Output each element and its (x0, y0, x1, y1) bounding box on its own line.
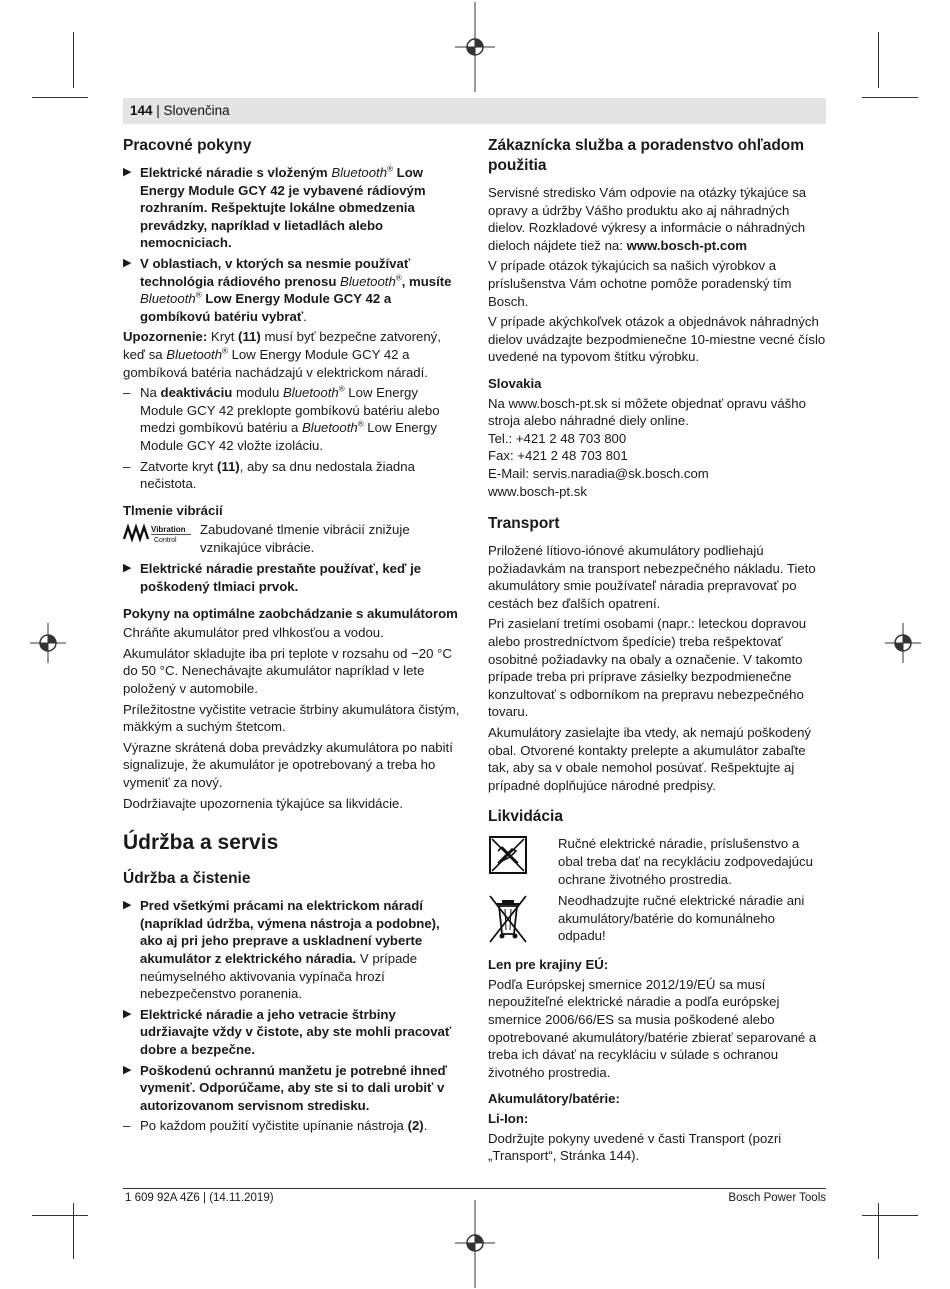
phone-number: Tel.: +421 2 48 703 800 (488, 430, 627, 446)
paragraph: Pri zasielaní tretími osobami (napr.: leteckou dopravou alebo prostredníctvom špedície) treba rešpektovať osobitné požiadavky na obaly a označenie. V takomto prípade treba pri príprave zásielky bezpodmienečne konzultovať s odborníkom na prepravu nebezpečného tovaru. (488, 616, 807, 720)
paragraph: Priložené lítiovo-iónové akumulátory podliehajú požiadavkám na transport nebezpečného nákladu. Tieto akumulátory smie používateľ náradia prepravovať po cestách bez ďalších opatrení. (488, 543, 816, 611)
paragraph: V prípade akýchkoľvek otázok a objednávok náhradných dielov uvádzajte bezpodmienečne 10-miestne vecné číslo uvedené na typovom štítku výrobku. (488, 314, 826, 365)
bullet-item: ▶ Elektrické náradie s vloženým Bluetooth® Low Energy Module GCY 42 je vybavené rádiovým rozhraním. Rešpektujte lokálne obmedzenia prevádzky, napríklad v lietadlách alebo nemocniciach. (123, 164, 426, 251)
dash-item: – Zatvorte kryt (11), aby sa dnu nedostala žiadna nečistota. (123, 458, 415, 492)
crossed-bin-icon (488, 892, 534, 946)
subsection-title: Akumulátory/batérie: (488, 1091, 620, 1107)
footer-doc-number: 1 609 92A 4Z6 | (14.11.2019) (125, 1192, 274, 1204)
chapter-title: Údržba a servis (123, 831, 279, 855)
email-address[interactable]: E-Mail: servis.naradia@sk.bosch.com (488, 465, 709, 481)
paragraph: Výrazne skrátená doba prevádzky akumulátora po nabití signalizuje, že akumulátor je opotrebovaný a treba ho vymeniť za nový. (123, 739, 453, 790)
recycling-text: Ručné elektrické náradie, príslušenstvo a obal treba dať na recykláciu zodpovedajúcu ochrane životného prostredia. (558, 836, 813, 887)
paragraph: Dodržujte pokyny uvedené v časti Transport (pozri „Transport“, Stránka 144). (488, 1130, 782, 1164)
section-title: Údržba a čistenie (123, 870, 251, 888)
vibration-text: Zabudované tlmenie vibrácií znižuje vznikajúce vibrácie. (200, 522, 410, 555)
website-link[interactable]: www.bosch-pt.sk (488, 483, 587, 499)
crop-mark (862, 97, 918, 98)
crop-mark (878, 32, 879, 88)
warning-paragraph: Upozornenie: Kryt (11) musí byť bezpečne zatvorený, keď sa Bluetooth® Low Energy Module GCY 42 a gombíková batéria nachádzajú v elektrickom náradí. (123, 329, 441, 380)
paragraph: Akumulátor skladujte iba pri teplote v rozsahu od −20 °C do 50 °C. Nenechávajte akumulátor napríklad v lete položený v automobile. (123, 645, 452, 697)
weee-text: Neodhadzujte ručné elektrické náradie ani akumulátory/batérie do komunálneho odpadu! (558, 893, 805, 944)
paragraph: Servisné stredisko Vám odpovie na otázky týkajúce sa opravy a údržby Vášho produktu ako aj náhradných dielov. Rozkladové výkresy a informácie o náhradných dieloch nájdete tiež na: www.bosch-pt.com (488, 185, 807, 253)
subsection-title: Pokyny na optimálne zaobchádzanie s akumulátorom (123, 605, 458, 621)
arrow-bullet-icon: ▶ (123, 899, 132, 912)
crop-mark (862, 1215, 918, 1216)
section-title: Pracovné pokyny (123, 137, 252, 154)
subsection-title: Slovakia (488, 375, 542, 391)
crop-mark (73, 32, 74, 88)
svg-text:Vibration: Vibration (151, 525, 186, 535)
right-column (488, 136, 826, 1168)
registration-mark-icon (30, 623, 66, 663)
crop-mark (878, 1203, 879, 1259)
section-title: Zákaznícka služba a poradenstvo ohľadom použitia (488, 137, 805, 174)
crop-mark (32, 97, 88, 98)
dash-item: – Na deaktiváciu modulu Bluetooth® Low Energy Module GCY 42 preklopte gombíkovú batériu alebo medzi gombíkovú batériu a Bluetooth® Low Energy Module GCY 42 vložte izoláciu. (123, 384, 440, 453)
paragraph: V prípade otázok týkajúcich sa našich výrobkov a príslušenstva Vám ochotne pomôže poradenský tím Bosch. (488, 258, 792, 309)
subsection-title: Tlmenie vibrácií (123, 502, 223, 518)
paragraph: Dodržiavajte upozornenia týkajúce sa likvidácie. (123, 795, 404, 811)
vibration-control-icon (123, 523, 193, 545)
arrow-bullet-icon: ▶ (123, 256, 132, 269)
fax-number: Fax: +421 2 48 703 801 (488, 448, 628, 464)
section-title: Transport (488, 515, 560, 533)
paragraph: Podľa Európskej smernice 2012/19/EÚ sa musí nepoužiteľné elektrické náradie a podľa európskej smernice 2006/66/ES sa musia poškodené alebo opotrebované akumulátory/batérie zbierať separované a treba ich dávať na recykláciu v súlade s ochranou životného prostredia. (488, 976, 817, 1080)
footer-brand: Bosch Power Tools (728, 1192, 826, 1204)
dash-item: – Po každom použití vyčistite upínanie nástroja (2). (123, 1118, 428, 1134)
crop-mark (32, 1215, 88, 1216)
no-tool-in-trash-icon (488, 835, 534, 879)
bullet-item: ▶ Pred všetkými prácami na elektrickom náradí (napríklad údržba, výmena nástroja a podobne), ako aj pri jeho preprave a uskladnení vyberte akumulátor z elektrického náradia. V prípade neúmyselného aktivovania vypínača hrozí nebezpečenstvo poranenia. (123, 898, 440, 1002)
paragraph: Akumulátory zasielajte iba vtedy, ak nemajú poškodený obal. Otvorené kontakty prelepte a akumulátor zabaľte tak, aby sa v obale nemohol posúvať. Rešpektujte aj prípadné doplňujúce národné predpisy. (488, 725, 812, 793)
subsection-title: Len pre krajiny EÚ: (488, 957, 609, 973)
header-language: Slovenčina (163, 103, 230, 118)
section-title: Likvidácia (488, 808, 563, 826)
vibration-control-row (123, 521, 463, 556)
registration-mark-icon (455, 1200, 495, 1288)
paragraph: Chráňte akumulátor pred vlhkosťou a vodou. (123, 625, 384, 641)
website-link[interactable]: www.bosch-pt.com (626, 237, 747, 253)
recycling-row (488, 835, 826, 888)
registration-mark-icon (885, 623, 921, 663)
footer-rule (123, 1188, 826, 1189)
page-number: 144 (130, 103, 153, 118)
crop-mark (73, 1203, 74, 1259)
arrow-bullet-icon: ▶ (123, 562, 132, 575)
arrow-bullet-icon: ▶ (123, 1063, 132, 1076)
registration-mark-icon (455, 2, 495, 92)
bullet-item: ▶ Elektrické náradie a jeho vetracie štrbiny udržiavajte vždy v čistote, aby ste mohli pracovať dobre a bezpečne. (123, 1006, 452, 1057)
bullet-item: ▶ Poškodenú ochrannú manžetu je potrebné ihneď vymeniť. Odporúčame, aby ste si to dali urobiť v autorizovanom servisnom stredisku. (123, 1062, 447, 1113)
arrow-bullet-icon: ▶ (123, 1007, 132, 1020)
bullet-item: ▶ V oblastiach, v ktorých sa nesmie používať technológia rádiového prenosu Bluetooth®, musíte Bluetooth® Low Energy Module GCY 42 a gombíkovú batériu vybrať. (123, 255, 452, 324)
paragraph: Príležitostne vyčistite vetracie štrbiny akumulátora čistým, mäkkým a suchým štetcom. (123, 701, 460, 735)
arrow-bullet-icon: ▶ (123, 166, 132, 178)
left-column (123, 136, 463, 1138)
page-header: 144 | Slovenčina (130, 103, 230, 118)
paragraph: Na www.bosch-pt.sk si môžete objednať opravu vášho stroja alebo náhradné diely online. (488, 395, 806, 429)
bullet-item: ▶ Elektrické náradie prestaňte používať, keď je poškodený tlmiaci prvok. (123, 561, 422, 595)
subsection-title: Li-Ion: (488, 1110, 529, 1126)
weee-row (488, 892, 826, 946)
svg-text:Control: Control (154, 537, 177, 545)
